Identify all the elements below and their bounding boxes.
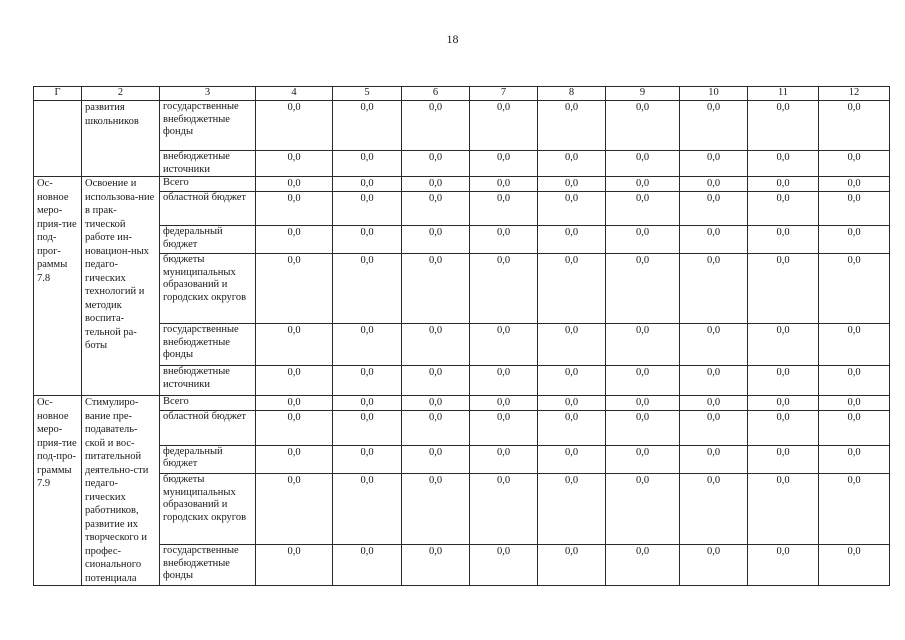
value-cell: 0,0 (680, 396, 748, 411)
value-cell: 0,0 (256, 411, 333, 446)
value-cell: 0,0 (470, 474, 538, 545)
value-cell: 0,0 (606, 192, 680, 226)
value-cell: 0,0 (606, 101, 680, 151)
value-cell: 0,0 (748, 101, 819, 151)
value-cell: 0,0 (256, 101, 333, 151)
value-cell: 0,0 (606, 226, 680, 254)
value-cell: 0,0 (402, 151, 470, 177)
value-cell: 0,0 (606, 254, 680, 324)
value-cell: 0,0 (256, 324, 333, 366)
funding-source-cell: государственные внебюджетные фонды (160, 545, 256, 586)
value-cell: 0,0 (538, 474, 606, 545)
funding-source-cell: федеральный бюджет (160, 226, 256, 254)
value-cell: 0,0 (538, 226, 606, 254)
value-cell: 0,0 (402, 324, 470, 366)
header-cell: 9 (606, 87, 680, 101)
value-cell: 0,0 (606, 545, 680, 586)
value-cell: 0,0 (606, 366, 680, 396)
value-cell: 0,0 (748, 411, 819, 446)
value-cell: 0,0 (819, 445, 890, 473)
description-cell: Освоение и использова-ние в прак-тической работе ин-новацион-ных педаго-гических технологий и методик воспита-тельной ра-боты (82, 177, 160, 396)
value-cell: 0,0 (402, 226, 470, 254)
value-cell: 0,0 (819, 192, 890, 226)
header-cell: 3 (160, 87, 256, 101)
value-cell: 0,0 (819, 396, 890, 411)
value-cell: 0,0 (470, 226, 538, 254)
funding-source-cell: внебюджетные источники (160, 366, 256, 396)
value-cell: 0,0 (333, 101, 402, 151)
table-body (34, 87, 890, 586)
value-cell: 0,0 (606, 151, 680, 177)
table-row (34, 366, 890, 396)
value-cell: 0,0 (680, 151, 748, 177)
funding-source-cell: внебюджетные источники (160, 151, 256, 177)
value-cell: 0,0 (538, 254, 606, 324)
value-cell: 0,0 (402, 545, 470, 586)
value-cell: 0,0 (538, 151, 606, 177)
page-number: 18 (446, 32, 459, 46)
value-cell: 0,0 (538, 545, 606, 586)
value-cell: 0,0 (538, 192, 606, 226)
value-cell: 0,0 (333, 151, 402, 177)
value-cell: 0,0 (470, 411, 538, 446)
value-cell: 0,0 (819, 324, 890, 366)
value-cell: 0,0 (819, 254, 890, 324)
value-cell: 0,0 (819, 177, 890, 192)
value-cell: 0,0 (256, 226, 333, 254)
value-cell: 0,0 (256, 445, 333, 473)
header-cell: 4 (256, 87, 333, 101)
value-cell: 0,0 (748, 474, 819, 545)
funding-source-cell: государственные внебюджетные фонды (160, 324, 256, 366)
table-row (34, 324, 890, 366)
value-cell: 0,0 (680, 411, 748, 446)
value-cell: 0,0 (819, 151, 890, 177)
value-cell: 0,0 (538, 445, 606, 473)
value-cell: 0,0 (470, 324, 538, 366)
description-cell: Стимулиро-вание пре-подаватель-ской и вос-питательной деятельно-сти педаго-гических работников, развитие их творческого и профес-сионального потенциала (82, 396, 160, 586)
funding-source-cell: бюджеты муниципальных образований и городских округов (160, 474, 256, 545)
funding-source-cell: государственные внебюджетные фонды (160, 101, 256, 151)
value-cell: 0,0 (606, 411, 680, 446)
value-cell: 0,0 (256, 545, 333, 586)
value-cell: 0,0 (402, 192, 470, 226)
event-cell (34, 101, 82, 177)
value-cell: 0,0 (333, 545, 402, 586)
value-cell: 0,0 (402, 445, 470, 473)
header-cell: 7 (470, 87, 538, 101)
header-cell: 8 (538, 87, 606, 101)
value-cell: 0,0 (819, 411, 890, 446)
value-cell: 0,0 (333, 396, 402, 411)
value-cell: 0,0 (470, 101, 538, 151)
funding-source-cell: областной бюджет (160, 192, 256, 226)
value-cell: 0,0 (606, 177, 680, 192)
funding-source-cell: федеральный бюджет (160, 445, 256, 473)
value-cell: 0,0 (256, 151, 333, 177)
value-cell: 0,0 (538, 324, 606, 366)
value-cell: 0,0 (819, 545, 890, 586)
value-cell: 0,0 (333, 177, 402, 192)
funding-source-cell: бюджеты муниципальных образований и городских округов (160, 254, 256, 324)
value-cell: 0,0 (680, 192, 748, 226)
value-cell: 0,0 (402, 411, 470, 446)
value-cell: 0,0 (256, 474, 333, 545)
value-cell: 0,0 (470, 192, 538, 226)
header-cell: Г (34, 87, 82, 101)
table-row (34, 192, 890, 226)
table-row (34, 254, 890, 324)
value-cell: 0,0 (680, 254, 748, 324)
header-cell: 11 (748, 87, 819, 101)
table-row (34, 177, 890, 192)
value-cell: 0,0 (748, 254, 819, 324)
value-cell: 0,0 (748, 366, 819, 396)
value-cell: 0,0 (680, 474, 748, 545)
value-cell: 0,0 (256, 396, 333, 411)
value-cell: 0,0 (538, 396, 606, 411)
value-cell: 0,0 (680, 324, 748, 366)
funding-source-cell: областной бюджет (160, 411, 256, 446)
value-cell: 0,0 (402, 177, 470, 192)
value-cell: 0,0 (748, 445, 819, 473)
value-cell: 0,0 (470, 151, 538, 177)
value-cell: 0,0 (256, 254, 333, 324)
value-cell: 0,0 (819, 366, 890, 396)
funding-source-cell: Всего (160, 177, 256, 192)
value-cell: 0,0 (538, 177, 606, 192)
value-cell: 0,0 (606, 324, 680, 366)
value-cell: 0,0 (606, 396, 680, 411)
value-cell: 0,0 (819, 474, 890, 545)
value-cell: 0,0 (470, 177, 538, 192)
header-cell: 12 (819, 87, 890, 101)
funding-source-cell: Всего (160, 396, 256, 411)
budget-table (33, 86, 890, 586)
table-row (34, 151, 890, 177)
value-cell: 0,0 (680, 445, 748, 473)
value-cell: 0,0 (402, 474, 470, 545)
value-cell: 0,0 (748, 192, 819, 226)
event-cell: Ос-новное меро-прия-тие под-про-граммы 7.9 (34, 396, 82, 586)
table-row (34, 411, 890, 446)
value-cell: 0,0 (333, 226, 402, 254)
table-row (34, 474, 890, 545)
value-cell: 0,0 (333, 411, 402, 446)
value-cell: 0,0 (748, 396, 819, 411)
value-cell: 0,0 (538, 411, 606, 446)
value-cell: 0,0 (748, 545, 819, 586)
value-cell: 0,0 (333, 445, 402, 473)
table-row (34, 101, 890, 151)
value-cell: 0,0 (402, 254, 470, 324)
value-cell: 0,0 (470, 445, 538, 473)
header-cell: 10 (680, 87, 748, 101)
table-row (34, 396, 890, 411)
table-row (34, 226, 890, 254)
value-cell: 0,0 (748, 324, 819, 366)
value-cell: 0,0 (256, 366, 333, 396)
value-cell: 0,0 (333, 192, 402, 226)
value-cell: 0,0 (606, 445, 680, 473)
value-cell: 0,0 (402, 101, 470, 151)
value-cell: 0,0 (748, 177, 819, 192)
value-cell: 0,0 (402, 396, 470, 411)
header-cell: 6 (402, 87, 470, 101)
value-cell: 0,0 (333, 324, 402, 366)
value-cell: 0,0 (256, 177, 333, 192)
value-cell: 0,0 (680, 366, 748, 396)
value-cell: 0,0 (333, 254, 402, 324)
header-row (34, 87, 890, 101)
value-cell: 0,0 (819, 226, 890, 254)
value-cell: 0,0 (680, 177, 748, 192)
value-cell: 0,0 (470, 545, 538, 586)
value-cell: 0,0 (606, 474, 680, 545)
value-cell: 0,0 (333, 366, 402, 396)
value-cell: 0,0 (402, 366, 470, 396)
header-cell: 5 (333, 87, 402, 101)
description-cell: развития школьников (82, 101, 160, 177)
value-cell: 0,0 (256, 192, 333, 226)
value-cell: 0,0 (538, 366, 606, 396)
table-row (34, 545, 890, 586)
event-cell: Ос-новное меро-прия-тие под-прог-раммы 7.8 (34, 177, 82, 396)
value-cell: 0,0 (538, 101, 606, 151)
header-cell: 2 (82, 87, 160, 101)
value-cell: 0,0 (470, 396, 538, 411)
value-cell: 0,0 (748, 226, 819, 254)
value-cell: 0,0 (748, 151, 819, 177)
value-cell: 0,0 (470, 254, 538, 324)
value-cell: 0,0 (680, 101, 748, 151)
value-cell: 0,0 (680, 226, 748, 254)
value-cell: 0,0 (333, 474, 402, 545)
table-row (34, 445, 890, 473)
value-cell: 0,0 (680, 545, 748, 586)
value-cell: 0,0 (819, 101, 890, 151)
value-cell: 0,0 (470, 366, 538, 396)
